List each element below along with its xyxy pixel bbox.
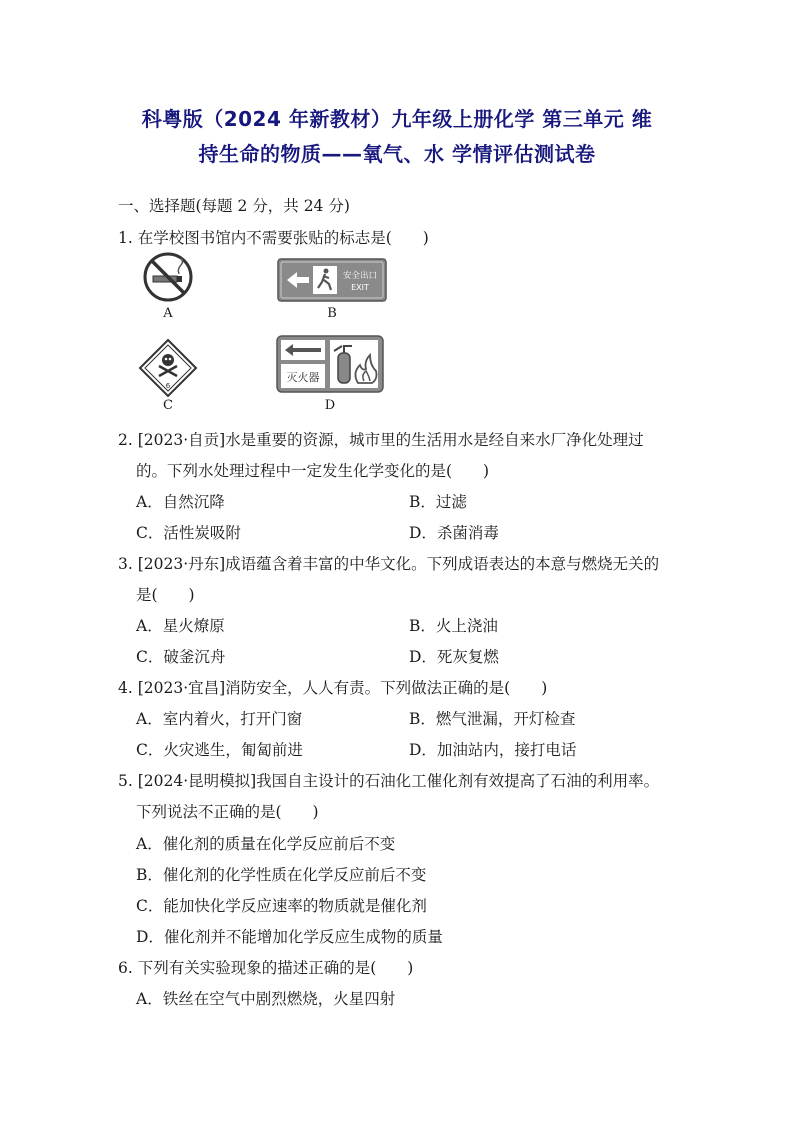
- question-2-option-c: C．活性炭吸附: [136, 524, 241, 542]
- question-5-option-d: D．催化剂并不能增加化学反应生成物的质量: [136, 928, 443, 946]
- exit-sign-english-text: EXIT: [351, 283, 369, 292]
- no-smoking-icon: [143, 252, 193, 302]
- figure-label-b: B: [327, 306, 337, 321]
- question-5-stem-line-1: 5. [2024·昆明模拟]我国自主设计的石油化工催化剂有效提高了石油的利用率。: [118, 772, 660, 790]
- question-6-option-a: A．铁丝在空气中剧烈燃烧，火星四射: [136, 990, 396, 1008]
- section-heading: 一、选择题(每题 2 分，共 24 分): [118, 197, 350, 215]
- question-5-option-c: C．能加快化学反应速率的物质就是催化剂: [136, 897, 427, 915]
- exit-sign-icon: [277, 258, 387, 302]
- question-3-option-a: A．星火燎原: [136, 617, 225, 635]
- figure-label-a: A: [163, 306, 173, 321]
- question-4-option-c: C．火灾逃生，匍匐前进: [136, 741, 303, 759]
- question-2-stem-line-1: 2. [2023·自贡]水是重要的资源，城市里的生活用水是经自来水厂净化处理过: [118, 431, 644, 449]
- document-title-line-2: 持生命的物质——氧气、水 学情评估测试卷: [198, 142, 596, 166]
- document-title-line-1: 科粤版（2024 年新教材）九年级上册化学 第三单元 维: [141, 107, 653, 131]
- question-5-stem-line-2: 下列说法不正确的是( ): [136, 803, 319, 821]
- fire-extinguisher-sign-icon: [276, 335, 384, 393]
- toxic-hazard-icon: [138, 338, 198, 398]
- question-4-option-b: B．燃气泄漏，开灯检查: [409, 710, 576, 728]
- question-4-option-d: D．加油站内，接打电话: [409, 741, 577, 759]
- question-3-option-b: B．火上浇油: [409, 617, 498, 635]
- question-3-option-c: C．破釜沉舟: [136, 648, 226, 666]
- figure-label-c: C: [163, 398, 173, 413]
- exit-sign-chinese-text: 安全出口: [342, 271, 378, 281]
- question-2-option-d: D．杀菌消毒: [409, 524, 499, 542]
- question-3-stem-line-2: 是( ): [136, 586, 195, 604]
- toxic-sign-number: 6: [165, 382, 171, 390]
- question-3-stem-line-1: 3. [2023·丹东]成语蕴含着丰富的中华文化。下列成语表达的本意与燃烧无关的: [118, 555, 660, 573]
- question-2-option-a: A．自然沉降: [136, 493, 225, 511]
- question-2-option-b: B．过滤: [409, 493, 467, 511]
- question-4-stem: 4. [2023·宜昌]消防安全，人人有责。下列做法正确的是( ): [118, 679, 548, 697]
- question-5-option-a: A．催化剂的质量在化学反应前后不变: [136, 835, 396, 853]
- question-3-option-d: D．死灰复燃: [409, 648, 499, 666]
- question-2-stem-line-2: 的。下列水处理过程中一定发生化学变化的是( ): [136, 462, 490, 480]
- question-5-option-b: B．催化剂的化学性质在化学反应前后不变: [136, 866, 427, 884]
- question-1-stem: 1. 在学校图书馆内不需要张贴的标志是( ): [118, 229, 429, 247]
- question-4-option-a: A．室内着火，打开门窗: [136, 710, 303, 728]
- question-6-stem: 6. 下列有关实验现象的描述正确的是( ): [118, 959, 414, 977]
- fire-extinguisher-sign-text: 灭火器: [286, 371, 320, 384]
- figure-label-d: D: [324, 398, 336, 413]
